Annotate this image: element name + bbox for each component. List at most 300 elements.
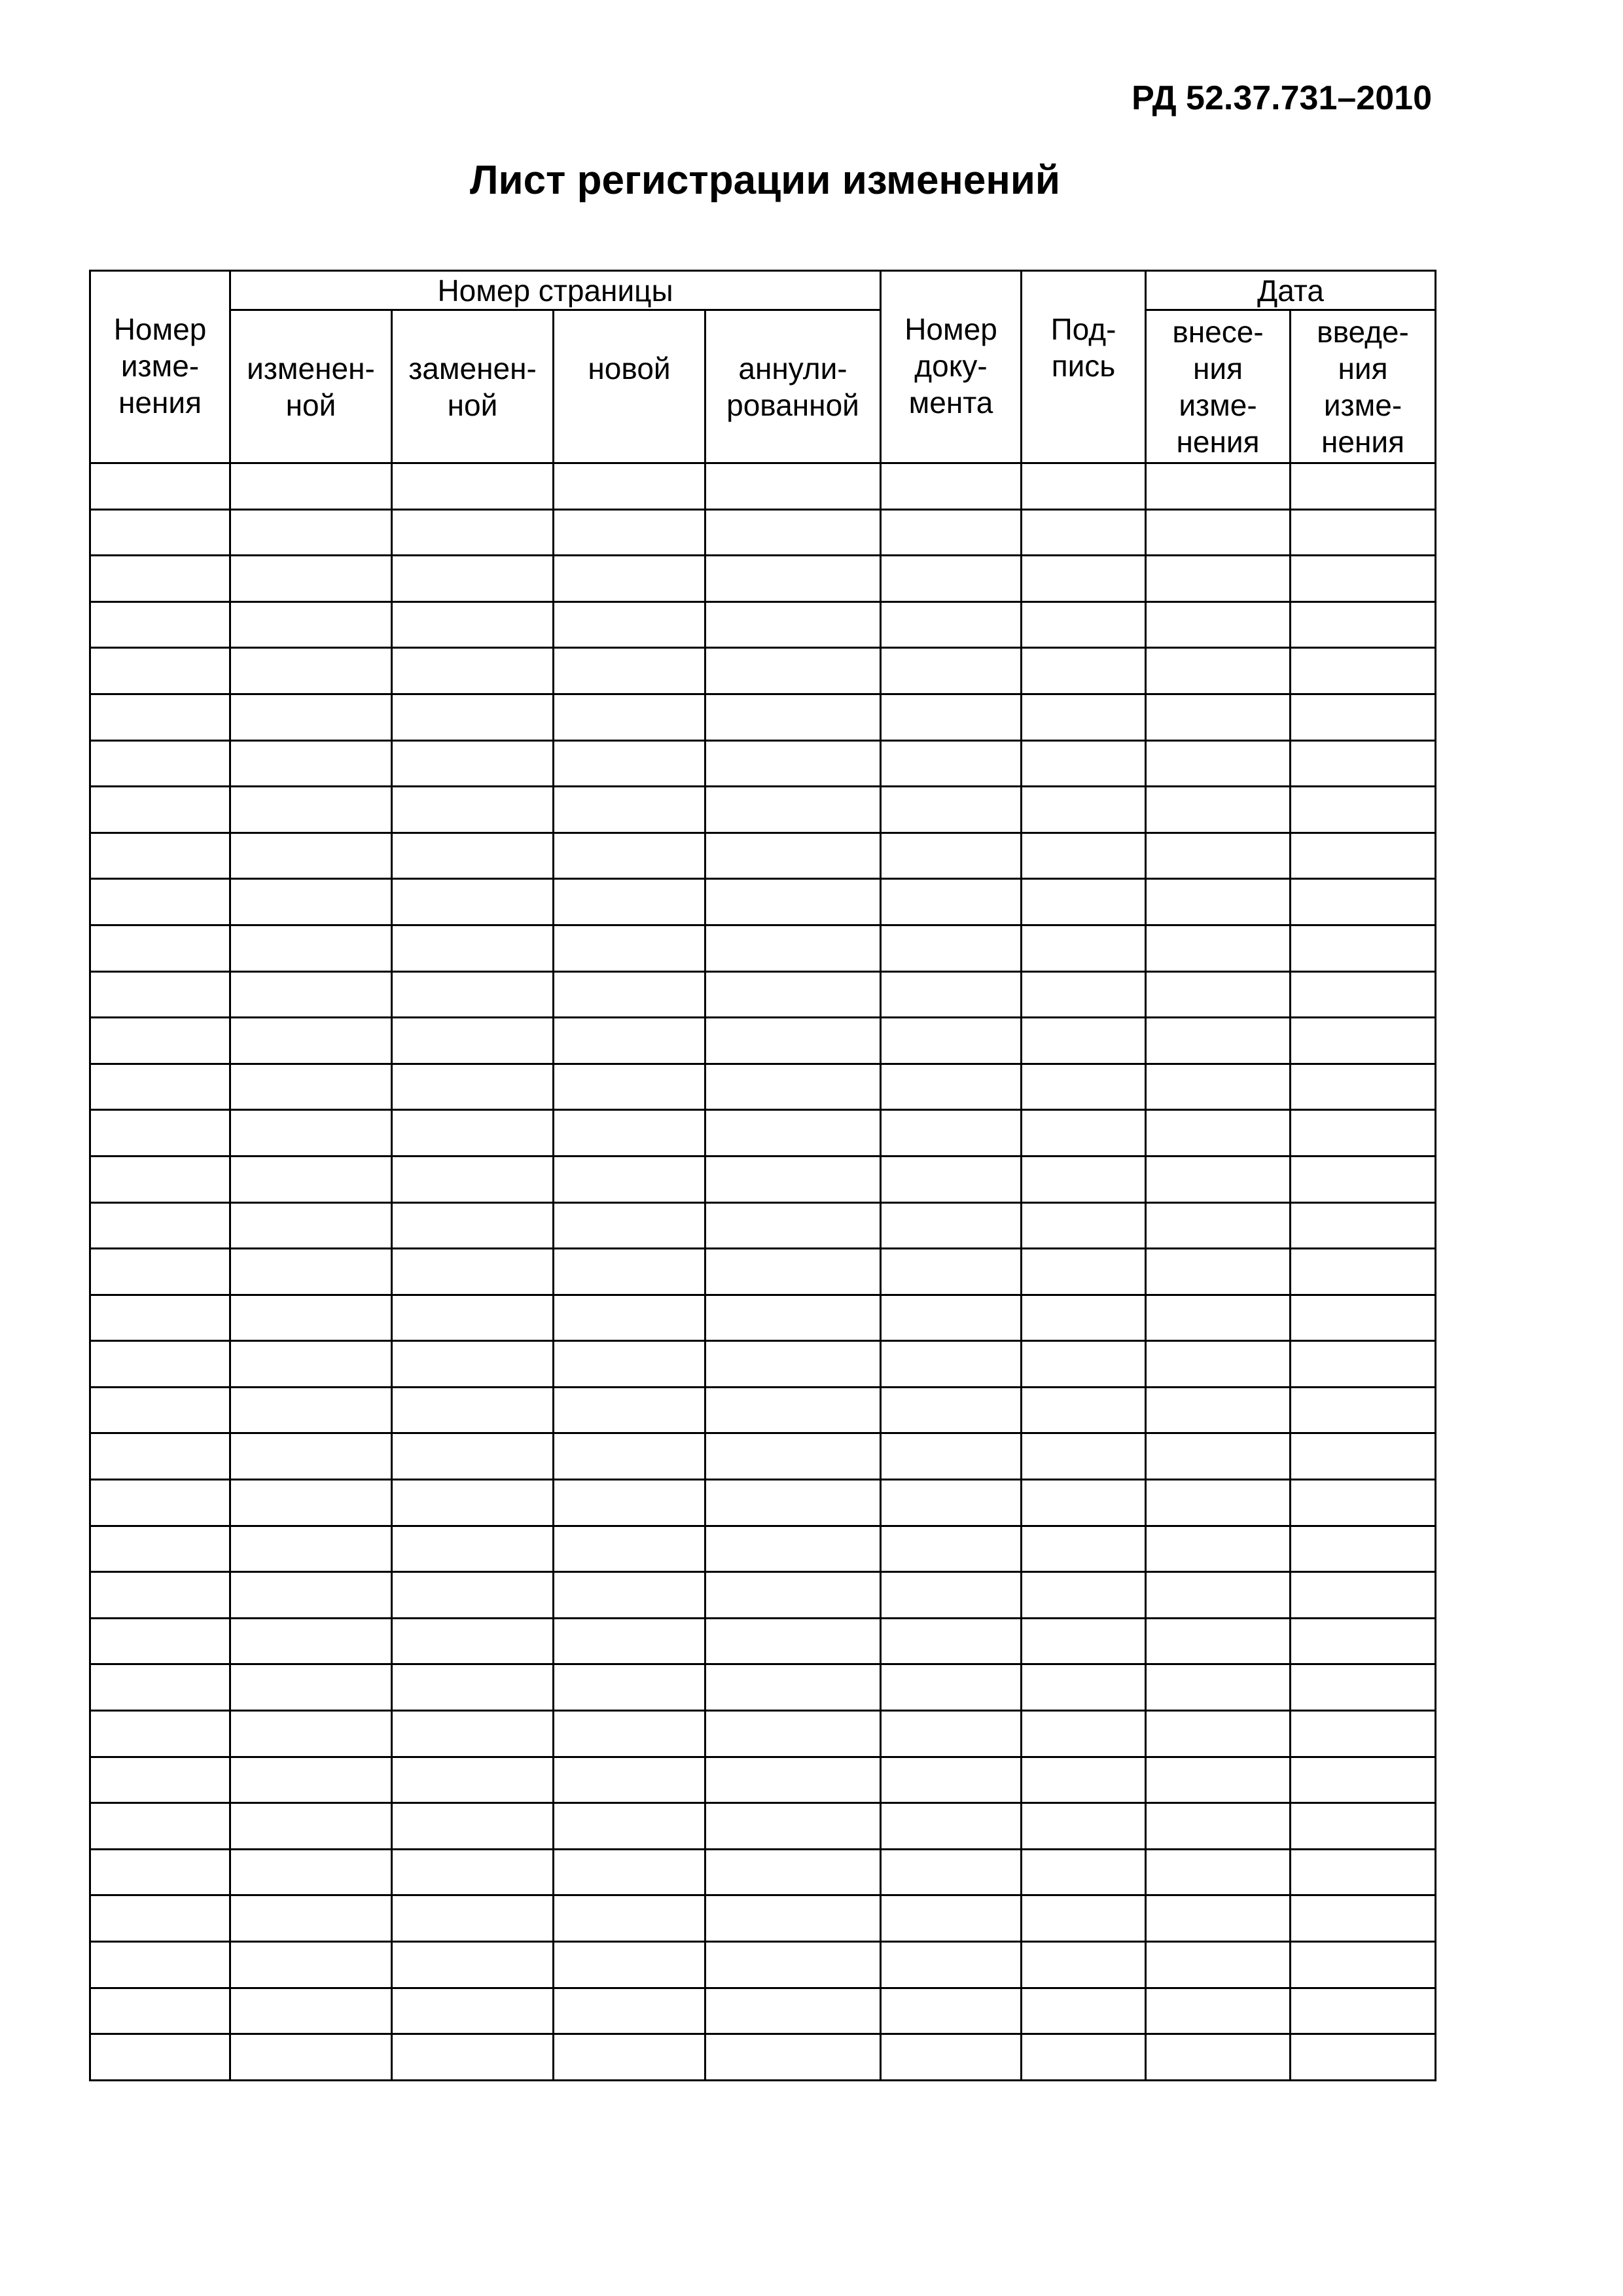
table-cell: [1291, 1572, 1436, 1619]
table-cell: [90, 1988, 230, 2034]
table-cell: [1291, 1618, 1436, 1664]
table-cell: [392, 463, 554, 510]
table-cell: [1146, 1249, 1291, 1295]
header-page-new: новой: [554, 310, 705, 463]
table-cell: [90, 787, 230, 833]
table-row: [90, 1895, 1436, 1942]
table-cell: [881, 787, 1022, 833]
table-row: [90, 1526, 1436, 1572]
table-cell: [230, 1711, 392, 1757]
table-cell: [1022, 1849, 1146, 1895]
header-page-replaced: заменен- ной: [392, 310, 554, 463]
table-cell: [705, 1018, 881, 1064]
table-cell: [230, 1757, 392, 1803]
table-cell: [1291, 648, 1436, 694]
table-cell: [392, 1295, 554, 1341]
table-cell: [230, 694, 392, 740]
table-cell: [1146, 694, 1291, 740]
table-cell: [881, 879, 1022, 925]
table-cell: [230, 925, 392, 971]
table-cell: [1022, 1895, 1146, 1942]
table-cell: [881, 1988, 1022, 2034]
table-cell: [392, 1664, 554, 1711]
table-cell: [90, 833, 230, 879]
table-cell: [881, 1387, 1022, 1433]
table-cell: [1022, 694, 1146, 740]
table-cell: [705, 1803, 881, 1850]
table-cell: [392, 2034, 554, 2081]
table-cell: [1022, 556, 1146, 602]
table-cell: [230, 1526, 392, 1572]
table-cell: [392, 1526, 554, 1572]
table-cell: [392, 879, 554, 925]
table-cell: [554, 1988, 705, 2034]
table-cell: [705, 971, 881, 1018]
table-cell: [1022, 787, 1146, 833]
table-cell: [881, 509, 1022, 556]
table-cell: [1291, 1249, 1436, 1295]
table-cell: [705, 601, 881, 648]
table-cell: [554, 1249, 705, 1295]
table-cell: [1146, 1526, 1291, 1572]
table-cell: [554, 1942, 705, 1988]
table-row: [90, 1664, 1436, 1711]
table-cell: [1146, 1572, 1291, 1619]
table-cell: [1146, 2034, 1291, 2081]
table-cell: [554, 833, 705, 879]
table-cell: [392, 1803, 554, 1850]
table-cell: [1022, 463, 1146, 510]
table-cell: [1146, 509, 1291, 556]
table-cell: [1291, 971, 1436, 1018]
table-cell: [90, 1341, 230, 1388]
table-cell: [90, 1387, 230, 1433]
table-cell: [1022, 1341, 1146, 1388]
table-cell: [1146, 1387, 1291, 1433]
table-cell: [705, 787, 881, 833]
table-cell: [554, 1664, 705, 1711]
table-cell: [1291, 1433, 1436, 1480]
table-cell: [1022, 879, 1146, 925]
table-cell: [881, 1156, 1022, 1202]
table-cell: [392, 1110, 554, 1157]
table-cell: [705, 1249, 881, 1295]
table-cell: [230, 1064, 392, 1110]
table-cell: [230, 463, 392, 510]
table-cell: [392, 1341, 554, 1388]
table-cell: [230, 1895, 392, 1942]
table-cell: [90, 971, 230, 1018]
header-page-cancelled: аннули- рованной: [705, 310, 881, 463]
table-row: [90, 1757, 1436, 1803]
table-cell: [705, 509, 881, 556]
table-cell: [90, 1018, 230, 1064]
table-cell: [554, 1618, 705, 1664]
table-cell: [90, 1433, 230, 1480]
table-cell: [554, 1018, 705, 1064]
table-cell: [881, 694, 1022, 740]
table-cell: [1146, 787, 1291, 833]
table-cell: [881, 1572, 1022, 1619]
table-cell: [1146, 1341, 1291, 1388]
table-cell: [554, 2034, 705, 2081]
table-cell: [1291, 1711, 1436, 1757]
table-cell: [392, 787, 554, 833]
header-page-number-group: Номер страницы: [230, 271, 881, 310]
table-row: [90, 509, 1436, 556]
table-cell: [1022, 1110, 1146, 1157]
header-document-number: Номер доку- мента: [881, 271, 1022, 463]
table-cell: [230, 971, 392, 1018]
table-cell: [230, 2034, 392, 2081]
table-cell: [705, 1849, 881, 1895]
table-cell: [230, 509, 392, 556]
table-cell: [90, 648, 230, 694]
table-cell: [1022, 1526, 1146, 1572]
table-cell: [705, 1711, 881, 1757]
table-cell: [554, 740, 705, 787]
table-cell: [1146, 1480, 1291, 1526]
table-cell: [90, 463, 230, 510]
table-row: [90, 1341, 1436, 1388]
table-row: [90, 1618, 1436, 1664]
table-body: [90, 463, 1436, 2081]
header-signature: Под- пись: [1022, 271, 1146, 463]
table-cell: [392, 1156, 554, 1202]
table-row: [90, 556, 1436, 602]
table-row: [90, 648, 1436, 694]
table-cell: [230, 1341, 392, 1388]
table-cell: [1022, 925, 1146, 971]
table-row: [90, 1295, 1436, 1341]
table-cell: [1291, 1387, 1436, 1433]
table-cell: [881, 833, 1022, 879]
table-cell: [1146, 1711, 1291, 1757]
table-cell: [1291, 925, 1436, 971]
table-row: [90, 971, 1436, 1018]
table-cell: [90, 601, 230, 648]
table-cell: [1022, 1433, 1146, 1480]
table-cell: [554, 971, 705, 1018]
table-cell: [705, 1480, 881, 1526]
table-cell: [1022, 1202, 1146, 1249]
table-cell: [230, 787, 392, 833]
table-cell: [90, 1526, 230, 1572]
table-cell: [1022, 1295, 1146, 1341]
table-cell: [392, 601, 554, 648]
table-cell: [881, 1480, 1022, 1526]
table-cell: [1146, 1110, 1291, 1157]
table-cell: [1291, 556, 1436, 602]
table-cell: [230, 648, 392, 694]
table-cell: [881, 971, 1022, 1018]
table-cell: [554, 601, 705, 648]
table-cell: [881, 1895, 1022, 1942]
table-row: [90, 1988, 1436, 2034]
table-cell: [554, 925, 705, 971]
table-cell: [1146, 1433, 1291, 1480]
table-cell: [554, 1156, 705, 1202]
table-cell: [1022, 2034, 1146, 2081]
table-cell: [1291, 463, 1436, 510]
table-cell: [1291, 1110, 1436, 1157]
table-cell: [554, 463, 705, 510]
table-cell: [230, 1110, 392, 1157]
table-cell: [1291, 1526, 1436, 1572]
table-cell: [1022, 1988, 1146, 2034]
table-cell: [1291, 1018, 1436, 1064]
table-cell: [392, 1202, 554, 1249]
table-cell: [1022, 1156, 1146, 1202]
table-cell: [705, 648, 881, 694]
table-cell: [705, 1295, 881, 1341]
table-cell: [1146, 463, 1291, 510]
table-row: [90, 1156, 1436, 1202]
table-cell: [1146, 1895, 1291, 1942]
table-cell: [881, 1202, 1022, 1249]
table-cell: [392, 971, 554, 1018]
table-cell: [1022, 1618, 1146, 1664]
table-cell: [554, 1849, 705, 1895]
table-cell: [1022, 509, 1146, 556]
table-row: [90, 1572, 1436, 1619]
table-row: [90, 601, 1436, 648]
table-cell: [705, 740, 881, 787]
table-cell: [705, 1526, 881, 1572]
table-cell: [1291, 833, 1436, 879]
table-cell: [1022, 1711, 1146, 1757]
table-cell: [554, 1572, 705, 1619]
table-cell: [392, 1018, 554, 1064]
table-cell: [881, 1526, 1022, 1572]
table-cell: [1022, 740, 1146, 787]
table-cell: [881, 601, 1022, 648]
table-cell: [392, 1895, 554, 1942]
table-cell: [392, 1572, 554, 1619]
table-cell: [90, 1849, 230, 1895]
change-log-table: [89, 270, 1436, 2081]
table-row: [90, 694, 1436, 740]
table-cell: [90, 1664, 230, 1711]
table-cell: [881, 1341, 1022, 1388]
table-cell: [90, 1249, 230, 1295]
table-cell: [881, 1249, 1022, 1295]
table-row: [90, 1803, 1436, 1850]
table-row: [90, 1064, 1436, 1110]
table-cell: [392, 1711, 554, 1757]
table-cell: [90, 1480, 230, 1526]
table-cell: [881, 1064, 1022, 1110]
table-cell: [90, 879, 230, 925]
table-cell: [1291, 1664, 1436, 1711]
table-cell: [230, 1803, 392, 1850]
table-cell: [881, 1942, 1022, 1988]
document-code: РД 52.37.731–2010: [1132, 79, 1432, 117]
table-cell: [230, 1480, 392, 1526]
table-cell: [392, 694, 554, 740]
table-cell: [1291, 740, 1436, 787]
table-cell: [1291, 1156, 1436, 1202]
table-cell: [392, 1064, 554, 1110]
table-cell: [392, 1618, 554, 1664]
table-cell: [90, 2034, 230, 2081]
table-cell: [230, 556, 392, 602]
table-cell: [392, 1942, 554, 1988]
table-cell: [705, 1433, 881, 1480]
table-cell: [230, 1156, 392, 1202]
table-cell: [90, 694, 230, 740]
table-cell: [705, 1618, 881, 1664]
table-cell: [1291, 1480, 1436, 1526]
page-title: Лист регистрации изменений: [469, 158, 1061, 203]
table-cell: [705, 1110, 881, 1157]
table-row: [90, 925, 1436, 971]
table-cell: [1146, 925, 1291, 971]
table-cell: [554, 1110, 705, 1157]
table-row: [90, 740, 1436, 787]
table-cell: [1146, 1295, 1291, 1341]
table-cell: [1022, 1480, 1146, 1526]
table-cell: [230, 1433, 392, 1480]
table-row: [90, 463, 1436, 510]
table-cell: [1022, 833, 1146, 879]
table-cell: [705, 1664, 881, 1711]
table-cell: [1022, 1942, 1146, 1988]
table-cell: [90, 1895, 230, 1942]
header-page-changed: изменен- ной: [230, 310, 392, 463]
table-cell: [392, 740, 554, 787]
table-cell: [881, 463, 1022, 510]
table-cell: [392, 1849, 554, 1895]
table-cell: [1291, 694, 1436, 740]
table-cell: [554, 1803, 705, 1850]
table-cell: [554, 1295, 705, 1341]
table-cell: [90, 1156, 230, 1202]
table-cell: [230, 601, 392, 648]
table-cell: [1291, 1064, 1436, 1110]
table-cell: [881, 740, 1022, 787]
table-cell: [881, 1711, 1022, 1757]
table-cell: [705, 925, 881, 971]
table-cell: [554, 648, 705, 694]
table-cell: [554, 1341, 705, 1388]
table-cell: [1146, 1849, 1291, 1895]
table-cell: [90, 1942, 230, 1988]
table-cell: [1291, 1849, 1436, 1895]
table-cell: [554, 1895, 705, 1942]
table-cell: [881, 1803, 1022, 1850]
table-cell: [554, 1433, 705, 1480]
table-cell: [1022, 1664, 1146, 1711]
table-cell: [90, 1202, 230, 1249]
header-date-effective: введе- ния изме- нения: [1291, 310, 1436, 463]
table-row: [90, 879, 1436, 925]
table-cell: [554, 1064, 705, 1110]
table-cell: [230, 740, 392, 787]
table-cell: [392, 556, 554, 602]
table-cell: [705, 556, 881, 602]
table-cell: [705, 1942, 881, 1988]
table-row: [90, 833, 1436, 879]
table-row: [90, 787, 1436, 833]
table-cell: [1291, 1895, 1436, 1942]
table-cell: [230, 1295, 392, 1341]
table-cell: [554, 556, 705, 602]
table-cell: [90, 509, 230, 556]
table-cell: [230, 1849, 392, 1895]
table-cell: [230, 1618, 392, 1664]
table-cell: [392, 509, 554, 556]
table-cell: [1291, 1988, 1436, 2034]
table-cell: [554, 509, 705, 556]
table-row: [90, 1202, 1436, 1249]
table-cell: [705, 879, 881, 925]
table-cell: [1291, 1757, 1436, 1803]
table-cell: [1022, 648, 1146, 694]
table-cell: [1022, 1803, 1146, 1850]
table-cell: [1022, 1018, 1146, 1064]
table-cell: [90, 1618, 230, 1664]
table-cell: [392, 1387, 554, 1433]
table-cell: [881, 1433, 1022, 1480]
table-cell: [230, 1387, 392, 1433]
table-cell: [1291, 787, 1436, 833]
table-cell: [392, 1988, 554, 2034]
table-cell: [705, 833, 881, 879]
table-cell: [554, 1711, 705, 1757]
table-cell: [881, 648, 1022, 694]
table-cell: [1022, 1249, 1146, 1295]
table-cell: [1146, 971, 1291, 1018]
table-cell: [1146, 879, 1291, 925]
table-cell: [90, 1711, 230, 1757]
table-cell: [1291, 1202, 1436, 1249]
table-cell: [705, 1064, 881, 1110]
table-cell: [392, 1757, 554, 1803]
table-cell: [90, 1757, 230, 1803]
table-cell: [1022, 1572, 1146, 1619]
table-cell: [90, 1572, 230, 1619]
table-cell: [90, 740, 230, 787]
table-row: [90, 1711, 1436, 1757]
table-cell: [1291, 879, 1436, 925]
table-cell: [881, 1757, 1022, 1803]
table-cell: [230, 1988, 392, 2034]
table-row: [90, 2034, 1436, 2081]
table-cell: [554, 1757, 705, 1803]
table-cell: [392, 925, 554, 971]
table-row: [90, 1110, 1436, 1157]
table-cell: [881, 1018, 1022, 1064]
table-cell: [705, 2034, 881, 2081]
table-cell: [1291, 601, 1436, 648]
table-cell: [90, 925, 230, 971]
table-cell: [554, 1387, 705, 1433]
table-cell: [1022, 1064, 1146, 1110]
table-row: [90, 1433, 1436, 1480]
table-cell: [1146, 1018, 1291, 1064]
table-cell: [705, 1341, 881, 1388]
table-cell: [881, 1618, 1022, 1664]
header-date-group: Дата: [1146, 271, 1436, 310]
table-cell: [705, 1387, 881, 1433]
table-cell: [230, 879, 392, 925]
table-cell: [554, 694, 705, 740]
table-row: [90, 1387, 1436, 1433]
table-cell: [1146, 833, 1291, 879]
table-cell: [1146, 1988, 1291, 2034]
table-cell: [1146, 1803, 1291, 1850]
